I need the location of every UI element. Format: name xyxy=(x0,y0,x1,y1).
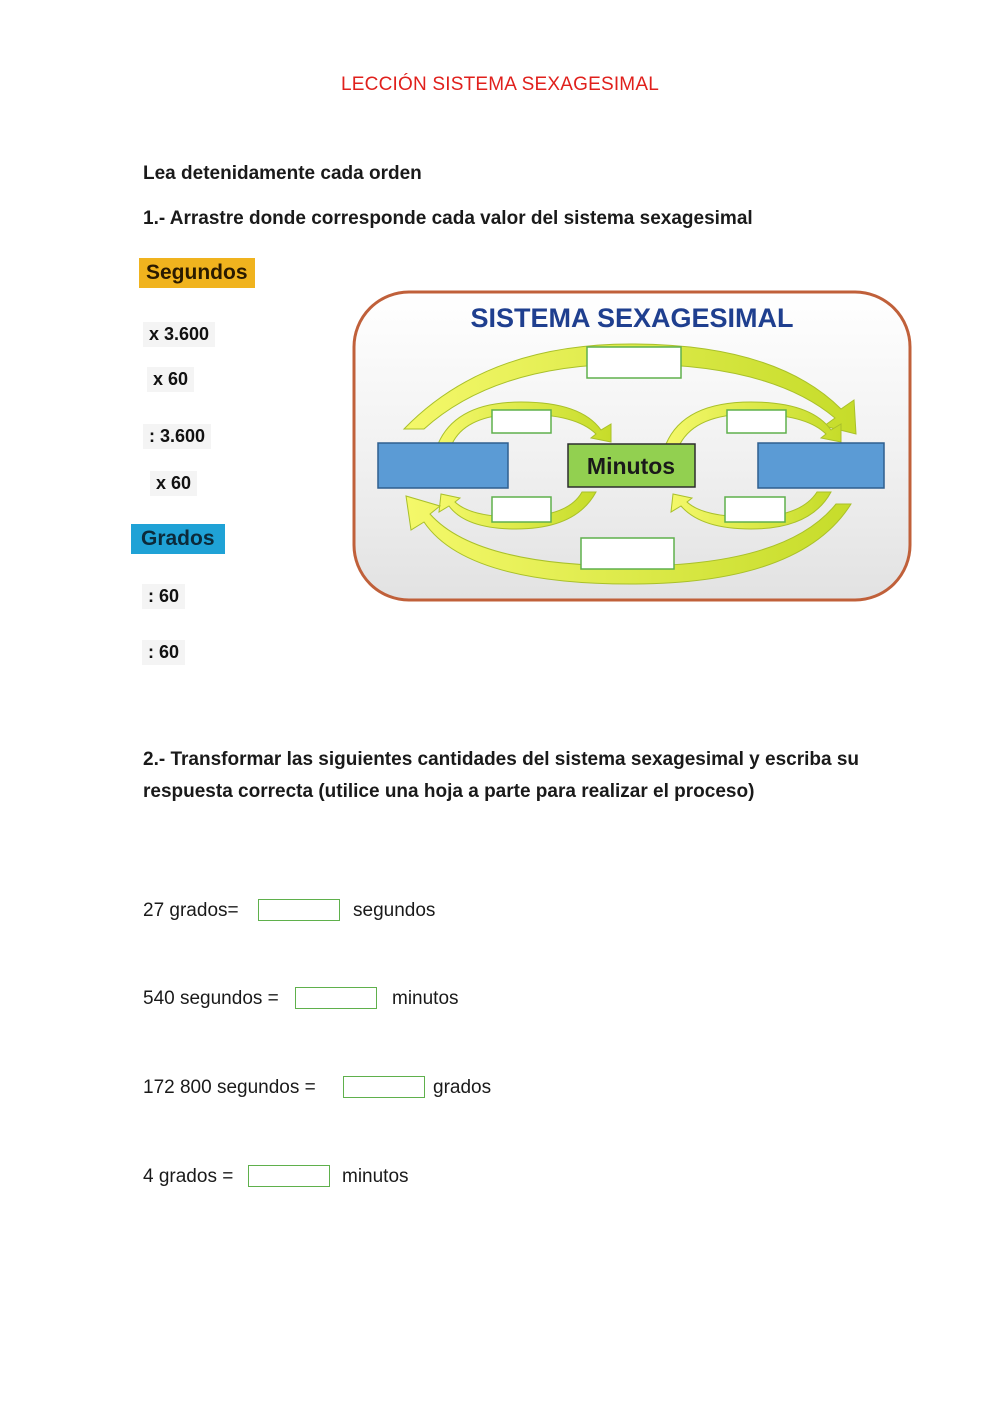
row-3-right: grados xyxy=(433,1077,492,1098)
drag-item-segundos[interactable]: Segundos xyxy=(139,258,255,288)
drop-target-bottom-outer[interactable] xyxy=(581,538,674,569)
row-3-left: 172 800 segundos = xyxy=(143,1077,316,1098)
row-4-left: 4 grados = xyxy=(143,1166,234,1187)
instruction-read: Lea detenidamente cada orden xyxy=(143,163,422,184)
row-1-right: segundos xyxy=(353,900,436,921)
drop-target-top-outer[interactable] xyxy=(587,347,681,378)
row-1-left: 27 grados= xyxy=(143,900,239,921)
drop-target-right-unit[interactable] xyxy=(758,443,884,488)
question-1: 1.- Arrastre donde corresponde cada valor del sistema sexagesimal xyxy=(143,208,753,229)
drag-item-x60-b[interactable]: x 60 xyxy=(150,471,197,496)
drop-target-top-right[interactable] xyxy=(727,410,786,433)
center-label: Minutos xyxy=(586,453,676,479)
page-title: LECCIÓN SISTEMA SEXAGESIMAL xyxy=(341,74,659,95)
drop-target-top-left[interactable] xyxy=(492,410,551,433)
drag-item-grados[interactable]: Grados xyxy=(131,524,225,554)
drag-item-x60-a[interactable]: x 60 xyxy=(147,367,194,392)
answer-input-4[interactable] xyxy=(248,1165,330,1187)
answer-input-2[interactable] xyxy=(295,987,377,1009)
drag-item-div60-a[interactable]: : 60 xyxy=(142,584,185,609)
question-2: 2.- Transformar las siguientes cantidades del sistema sexagesimal y escriba su respuesta correcta (utilice una hoja a parte para realizar el proceso) xyxy=(143,749,860,802)
answer-input-1[interactable] xyxy=(258,899,340,921)
drag-item-div3600[interactable]: : 3.600 xyxy=(143,424,211,449)
drop-target-bottom-right[interactable] xyxy=(725,497,785,522)
row-4-right: minutos xyxy=(342,1166,409,1187)
drag-item-div60-b[interactable]: : 60 xyxy=(142,640,185,665)
drop-target-left-unit[interactable] xyxy=(378,443,508,488)
row-2-right: minutos xyxy=(392,988,459,1009)
answer-input-3[interactable] xyxy=(343,1076,425,1098)
diagram-title: SISTEMA SEXAGESIMAL xyxy=(470,303,794,333)
drop-target-bottom-left[interactable] xyxy=(492,497,551,522)
drag-item-x3600[interactable]: x 3.600 xyxy=(143,322,215,347)
row-2-left: 540 segundos = xyxy=(143,988,279,1009)
sexagesimal-diagram xyxy=(346,284,916,619)
